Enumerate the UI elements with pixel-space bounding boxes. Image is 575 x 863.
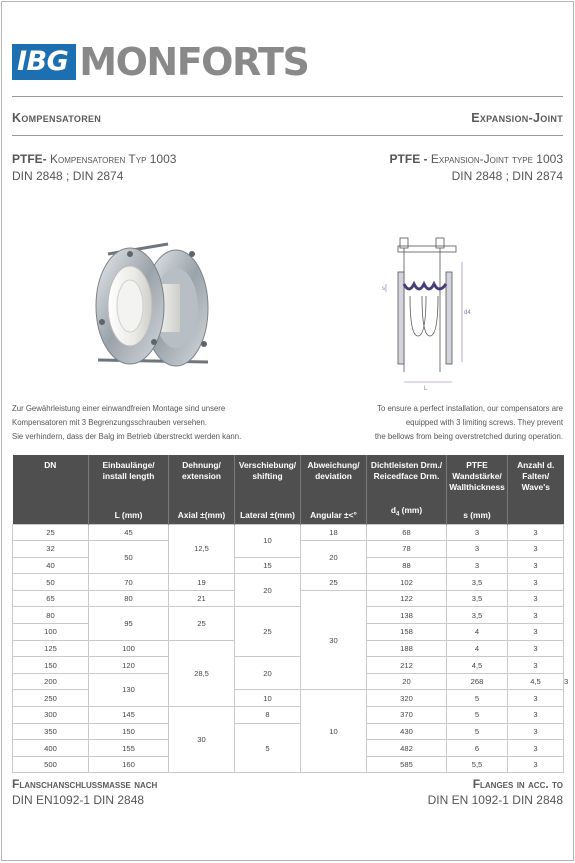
table-cell: 45 [89, 524, 169, 541]
table-cell: 10 [301, 690, 367, 773]
table-cell: 4,5 [508, 673, 564, 690]
table-cell: 3 [508, 657, 564, 674]
table-cell: 130 [89, 673, 169, 706]
description-en-line: equipped with 3 limiting screws. They prevent [405, 418, 563, 427]
table-cell: 8 [235, 707, 301, 724]
table-cell: 25 [13, 524, 89, 541]
table-cell: 65 [13, 590, 89, 607]
table-cell: 145 [89, 707, 169, 724]
table-cell: 585 [367, 756, 447, 773]
table-cell: 150 [13, 657, 89, 674]
table-row [13, 574, 564, 591]
description-de [12, 402, 241, 444]
col-header-deviation: Abweichung/ deviation Angular ±<° [301, 455, 367, 524]
table-cell: 68 [367, 524, 447, 541]
col-header-wallthickness: PTFE Wandstärke/ Wallthickness s (mm) [447, 455, 508, 524]
table-cell: 5 [447, 723, 508, 740]
table-cell: 100 [89, 640, 169, 657]
flange-note-de-norm: DIN EN1092-1 DIN 2848 [12, 793, 145, 807]
table-cell: 3 [508, 740, 564, 757]
table-cell: 30 [301, 590, 367, 690]
table-cell: 3 [508, 707, 564, 724]
col-header-install-length: Einbaulänge/ install length L (mm) [89, 455, 169, 524]
table-row [13, 607, 564, 624]
table-cell: 5 [447, 690, 508, 707]
table-cell: 5 [447, 707, 508, 724]
table-cell: 3 [447, 524, 508, 541]
section-label-de: Kompensatoren [12, 111, 102, 125]
table-cell: 50 [13, 574, 89, 591]
table-cell: 350 [13, 723, 89, 740]
table-cell: 212 [367, 657, 447, 674]
table-cell: 32 [13, 541, 89, 558]
table-cell: 400 [13, 740, 89, 757]
table-cell: 3 [447, 557, 508, 574]
table-cell: 4 [447, 640, 508, 657]
description-en-line: the bellows from being overstretched during operation. [374, 432, 563, 441]
drawing-label-d4: d4 [464, 310, 471, 316]
table-cell: 5 [235, 723, 301, 773]
table-cell: 158 [367, 624, 447, 641]
table-cell: 40 [13, 557, 89, 574]
table-cell: 160 [89, 756, 169, 773]
drawing-label-s: s [382, 286, 385, 292]
product-title-en-text: Expansion-Joint type 1003 [430, 152, 563, 166]
flange-note-de-title: Flanschanschlussmaße nach [12, 777, 158, 791]
drawing-label-L: L [424, 386, 428, 392]
table-cell: 5,5 [447, 756, 508, 773]
table-cell: 30 [169, 707, 235, 773]
table-cell: 12,5 [169, 524, 235, 574]
table-cell: 19 [169, 574, 235, 591]
table-row [13, 707, 564, 724]
table-cell: 3 [508, 574, 564, 591]
product-title-en [390, 151, 563, 185]
product-norm-en: DIN 2848 ; DIN 2874 [451, 169, 563, 183]
table-cell: 20 [235, 574, 301, 607]
col-header-extension: Dehnung/ extension Axial ±(mm) [169, 455, 235, 524]
table-row [13, 524, 564, 541]
table-cell: 20 [367, 673, 447, 690]
header-rule-bottom [12, 135, 563, 136]
table-cell: 25 [301, 574, 367, 591]
table-cell: 268 [447, 673, 508, 690]
table-cell: 188 [367, 640, 447, 657]
table-cell: 4,5 [447, 657, 508, 674]
table-cell: 3 [508, 756, 564, 773]
table-cell: 18 [301, 524, 367, 541]
product-norm-de: DIN 2848 ; DIN 2874 [12, 169, 124, 183]
table-cell: 3,5 [447, 607, 508, 624]
table-header-row [13, 455, 564, 524]
company-logo [12, 42, 308, 82]
table-cell: 200 [13, 673, 89, 690]
table-cell: 10 [235, 524, 301, 557]
table-cell: 20 [301, 541, 367, 574]
table-cell: 430 [367, 723, 447, 740]
col-header-waves: Anzahl d. Falten/ Wave's [508, 455, 564, 524]
table-cell: 21 [169, 590, 235, 607]
table-cell: 3 [508, 640, 564, 657]
table-cell: 50 [89, 541, 169, 574]
table-cell: 125 [13, 640, 89, 657]
table-row [13, 657, 564, 674]
product-title-de-bold: PTFE- [12, 152, 47, 166]
table-cell: 120 [89, 657, 169, 674]
table-cell: 3 [508, 590, 564, 607]
table-cell: 3,5 [447, 574, 508, 591]
flange-note-en-title: Flanges in acc. to [472, 777, 563, 791]
table-cell: 10 [235, 690, 301, 707]
table-cell: 320 [367, 690, 447, 707]
table-cell: 3 [508, 557, 564, 574]
table-cell: 150 [89, 723, 169, 740]
col-header-dn: DN [13, 455, 89, 524]
table-cell: 6 [447, 740, 508, 757]
section-label-en: Expansion-Joint [471, 111, 563, 125]
table-cell: 102 [367, 574, 447, 591]
table-cell: 3 [447, 541, 508, 558]
table-cell: 3 [508, 541, 564, 558]
description-de-line: Kompensatoren mit 3 Begrenzungsschrauben versehen. [12, 418, 208, 427]
table-cell: 25 [235, 607, 301, 657]
col-header-shifting: Verschiebung/ shifting Lateral ±(mm) [235, 455, 301, 524]
col-header-raised-face: Dichtleisten Drm./ Reicedface Drm. $d_4$ (mm) [367, 455, 447, 524]
header-rule-top [12, 96, 563, 97]
flange-note-en-norm: DIN EN 1092-1 DIN 2848 [427, 793, 563, 807]
product-title-de-text: Kompensatoren Typ 1003 [46, 152, 177, 166]
flange-note-de [12, 776, 157, 808]
table-cell: 78 [367, 541, 447, 558]
table-row [13, 723, 564, 740]
table-cell: 155 [89, 740, 169, 757]
table-cell: 95 [89, 607, 169, 640]
table-cell: 80 [89, 590, 169, 607]
table-cell: 250 [13, 690, 89, 707]
table-cell: 70 [89, 574, 169, 591]
table-cell: 138 [367, 607, 447, 624]
logo-monforts: MONFORTS [79, 40, 309, 84]
specification-table [12, 455, 569, 773]
table-cell: 3 [508, 723, 564, 740]
expansion-joint-drawing [376, 232, 476, 394]
table-cell: 300 [13, 707, 89, 724]
logo-ibg: IBG [12, 44, 76, 80]
table-cell: 3 [508, 690, 564, 707]
description-en-line: To ensure a perfect installation, our compensators are [377, 404, 563, 413]
table-cell: 80 [13, 607, 89, 624]
description-en [375, 402, 563, 444]
table-cell: 3 [508, 524, 564, 541]
product-title-de [12, 151, 176, 185]
table-cell: 370 [367, 707, 447, 724]
table-cell: 20 [235, 657, 301, 690]
table-cell: 3 [508, 607, 564, 624]
table-cell: 3 [508, 624, 564, 641]
table-cell: 122 [367, 590, 447, 607]
table-cell: 28,5 [169, 640, 235, 706]
table-cell: 25 [169, 607, 235, 640]
flange-note-en [428, 776, 563, 808]
table-cell: 88 [367, 557, 447, 574]
expansion-joint-photo [88, 232, 220, 382]
description-de-line: Sie verhindern, dass der Balg im Betrieb überstreckt werden kann. [12, 432, 242, 441]
table-row: 200 130 20 268 4,5 3 [13, 673, 564, 690]
table-cell: 100 [13, 624, 89, 641]
product-title-en-bold: PTFE - [389, 152, 431, 166]
table-cell: 15 [235, 557, 301, 574]
table-cell: 500 [13, 756, 89, 773]
table-cell: 4 [447, 624, 508, 641]
table-cell: 482 [367, 740, 447, 757]
description-de-line: Zur Gewährleistung einer einwandfreien Montage sind unsere [12, 404, 226, 413]
table-cell: 3,5 [447, 590, 508, 607]
